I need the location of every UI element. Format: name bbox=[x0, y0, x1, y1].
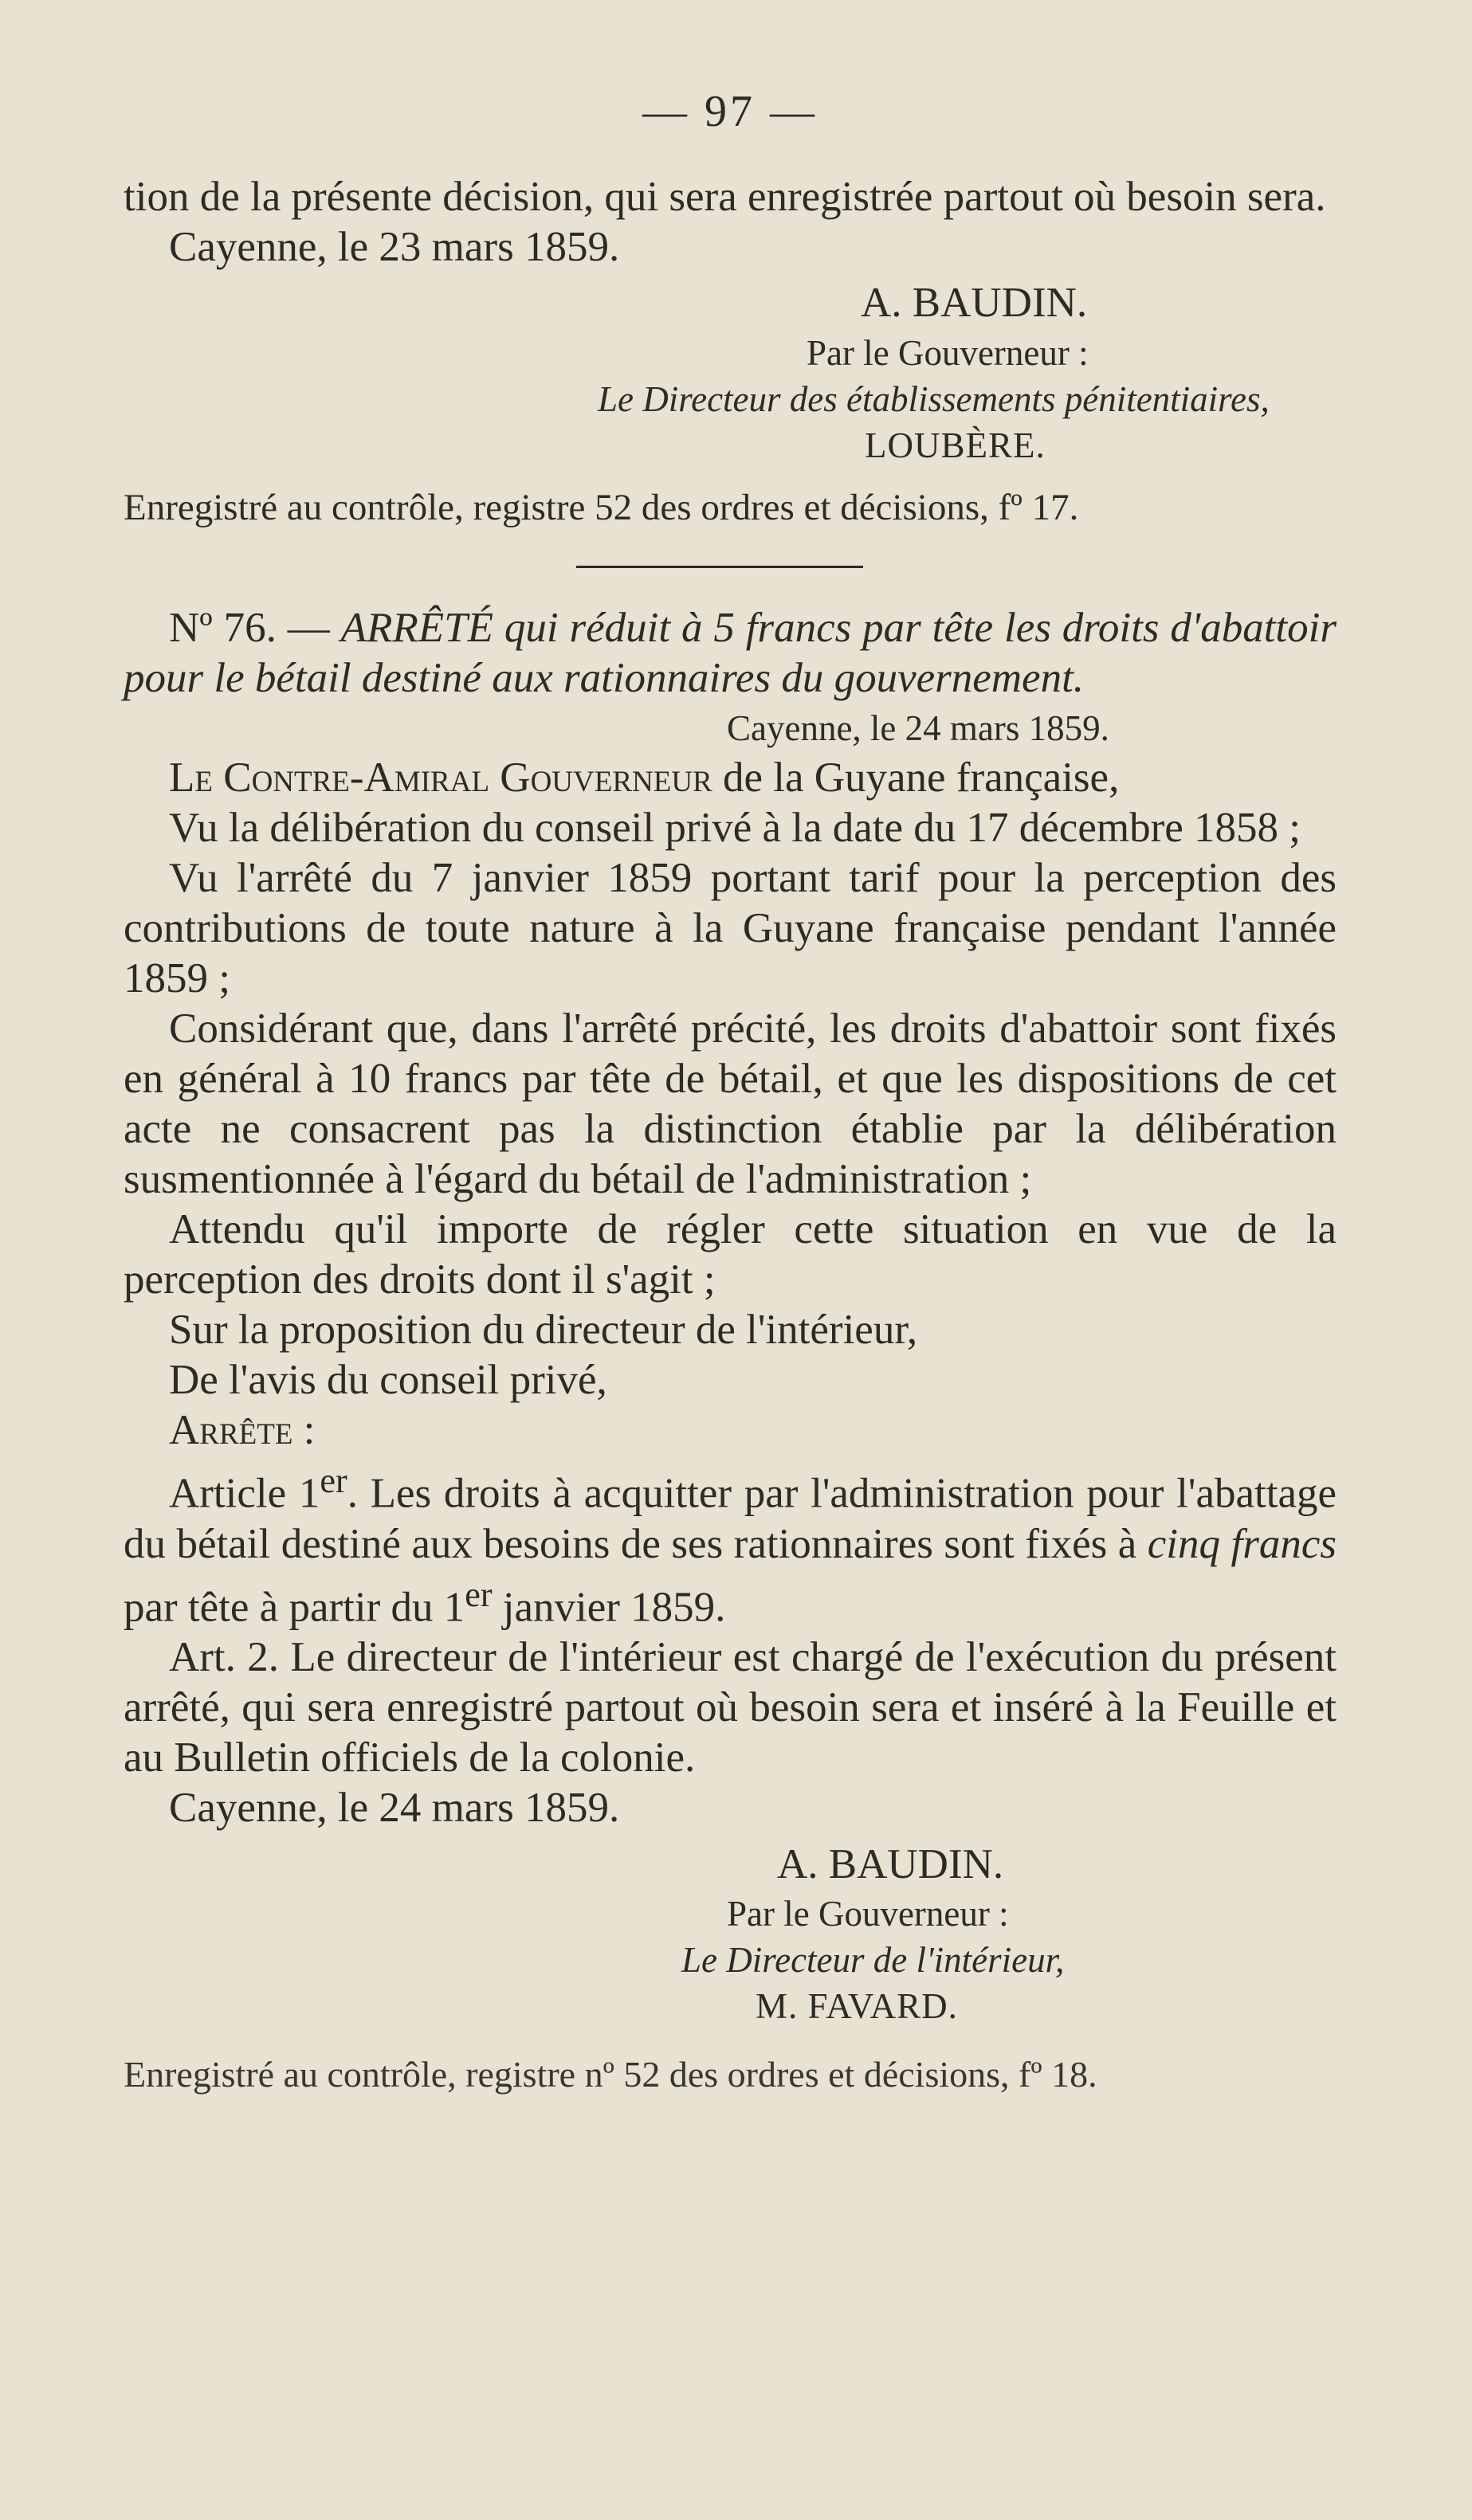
registration-note-2: Enregistré au contrôle, registre nº 52 des ordres et décisions, fº 18. bbox=[124, 2054, 1097, 2095]
article-1-label: Article 1 bbox=[169, 1470, 320, 1517]
page-number: — 97 — bbox=[642, 87, 818, 136]
authority: Le Contre-Amiral Gouverneur bbox=[169, 754, 712, 801]
vu-arrete: Vu l'arrêté du 7 janvier 1859 portant tarif pour la perception des contributions de toute nature à la Guyane française pendant l'année 1859 ; bbox=[124, 855, 1337, 1001]
place-date-2: Cayenne, le 24 mars 1859. bbox=[169, 1785, 620, 1832]
director-name-2: M. FAVARD. bbox=[756, 1986, 958, 2027]
article-1-text-b: par tête à partir du 1 bbox=[124, 1584, 465, 1631]
article-1-text-a: . Les droits à acquitter par l'administration pour l'abattage du bétail destiné aux besoins de ses rationnaires sont fixés à bbox=[124, 1470, 1337, 1567]
arrete-title: ARRÊTÉ qui réduit à 5 francs par tête les droits d'abattoir pour le bétail destiné aux rationnaires du gouvernement. bbox=[124, 605, 1337, 701]
article-1 bbox=[124, 1456, 1337, 1632]
sur-la-proposition: Sur la proposition du directeur de l'intérieur, bbox=[169, 1307, 918, 1353]
par-le-gouverneur-2: Par le Gouverneur : bbox=[727, 1894, 1009, 1934]
considerant: Considérant que, dans l'arrêté précité, les droits d'abattoir sont fixés en général à 10 francs par tête de bétail, et que les dispositions de cet acte ne consacrent pas la distinction établie par la délibération susmentionnée à l'égard du bétail de l'administration ; bbox=[124, 1005, 1337, 1202]
director-name: LOUBÈRE. bbox=[865, 425, 1046, 465]
par-le-gouverneur: Par le Gouverneur : bbox=[807, 333, 1089, 373]
vu-deliberation: Vu la délibération du conseil privé à la date du 17 décembre 1858 ; bbox=[169, 805, 1301, 851]
arrete-heading bbox=[124, 603, 1337, 703]
registration-note: Enregistré au contrôle, registre 52 des ordres et décisions, fº 17. bbox=[124, 487, 1079, 528]
signatory: A. BAUDIN. bbox=[861, 280, 1088, 326]
director-title-2: Le Directeur de l'intérieur, bbox=[681, 1940, 1065, 1981]
continuation-text: tion de la présente décision, qui sera enregistrée partout où besoin sera. bbox=[124, 174, 1326, 220]
previous-decision-end bbox=[124, 172, 1337, 531]
article-2: Art. 2. Le directeur de l'intérieur est chargé de l'exécution du présent arrêté, qui sera enregistré partout où besoin sera et inséré à la Feuille et au Bulletin officiels de la colonie. bbox=[124, 1634, 1337, 1781]
de-lavis: De l'avis du conseil privé, bbox=[169, 1357, 607, 1403]
arrete-number: Nº 76. — bbox=[169, 605, 330, 651]
section-divider bbox=[576, 566, 863, 568]
signatory-2: A. BAUDIN. bbox=[777, 1841, 1004, 1888]
article-1-sup2: er bbox=[465, 1574, 493, 1614]
attendu: Attendu qu'il importe de régler cette situation en vue de la perception des droits dont il s'agit ; bbox=[124, 1206, 1337, 1303]
arrete-word: Arrête : bbox=[169, 1407, 316, 1453]
arrete-date: Cayenne, le 24 mars 1859. bbox=[727, 708, 1109, 748]
authority-rest: de la Guyane française, bbox=[712, 754, 1120, 801]
arrete-76 bbox=[124, 603, 1337, 2098]
place-date: Cayenne, le 23 mars 1859. bbox=[169, 224, 620, 270]
article-1-text-c: janvier 1859. bbox=[492, 1584, 726, 1631]
authority-line bbox=[124, 753, 1337, 803]
director-title: Le Directeur des établissements pénitentiaires, bbox=[598, 379, 1270, 419]
article-1-amount: cinq francs bbox=[1147, 1520, 1337, 1567]
article-1-sup: er bbox=[320, 1461, 347, 1500]
